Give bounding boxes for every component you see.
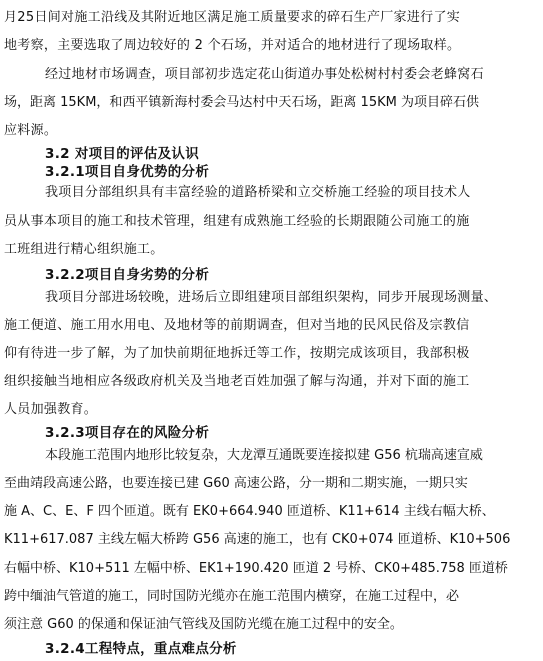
section-heading-3-2-4: 3.2.4工程特点，重点难点分析 (45, 641, 237, 657)
disadvantages-line-4: 组织接触当地相应各级政府机关及当地老百姓加强了解与沟通，并对下面的施工 (4, 374, 470, 389)
section-heading-3-2-3: 3.2.3项目存在的风险分析 (45, 425, 210, 441)
risks-line-4: K11+617.087 主线左幅大桥跨 G56 高速的施工，也有 CK0+074 匝道桥、K10+506 (4, 532, 511, 547)
risks-line-3: 施 A、C、E、F 四个匝道。既有 EK0+664.940 匝道桥、K11+614 主线右幅大桥、 (4, 504, 495, 519)
advantages-line-3: 工班组进行精心组织施工。 (4, 242, 164, 257)
site-visit-line-2: 地考察，主要选取了周边较好的 2 个石场，并对适合的地材进行了现场取样。 (4, 38, 461, 53)
risks-line-7: 须注意 G60 的保通和保证油气管线及国防光缆在施工过程中的安全。 (4, 617, 403, 632)
section-heading-3-2-2: 3.2.2项目自身劣势的分析 (45, 267, 210, 283)
disadvantages-line-2: 施工便道、施工用水用电、及地材等的前期调查，但对当地的民风民俗及宗教信 (4, 318, 470, 333)
advantages-line-2: 员从事本项目的施工和技术管理，组建有成熟施工经验的长期跟随公司施工的施 (4, 214, 470, 229)
disadvantages-line-3: 仰有待进一步了解，为了加快前期征地拆迁等工作，按期完成该项目，我部积极 (4, 346, 470, 361)
quarries-line-1: 经过地材市场调查，项目部初步选定花山街道办事处松树村村委会老蜂窝石 (45, 67, 484, 82)
risks-line-1: 本段施工范围内地形比较复杂，大龙潭互通既要连接拟建 G56 杭瑞高速宣威 (45, 448, 483, 463)
risks-line-5: 右幅中桥、K10+511 左幅中桥、EK1+190.420 匝道 2 号桥、CK0+485.758 匝道桥 (4, 561, 508, 576)
disadvantages-line-5: 人员加强教育。 (4, 402, 98, 417)
quarries-line-2: 场，距离 15KM，和西平镇新海村委会马达村中天石场，距离 15KM 为项目碎石供 (4, 95, 479, 110)
risks-line-2: 至曲靖段高速公路，也要连接已建 G60 高速公路，分一期和二期实施，一期只实 (4, 476, 468, 491)
section-heading-3-2: 3.2 对项目的评估及认识 (45, 146, 200, 162)
disadvantages-line-1: 我项目分部进场较晚，进场后立即组建项目部组织架构，同步开展现场测量、 (45, 290, 498, 305)
quarries-line-3: 应料源。 (4, 123, 58, 138)
advantages-line-1: 我项目分部组织具有丰富经验的道路桥梁和立交桥施工经验的项目技术人 (45, 185, 471, 200)
risks-line-6: 跨中缅油气管道的施工，同时国防光缆亦在施工范围内横穿，在施工过程中，必 (4, 589, 460, 604)
site-visit-line-1: 月25日间对施工沿线及其附近地区满足施工质量要求的碎石生产厂家进行了实 (4, 10, 461, 25)
section-heading-3-2-1: 3.2.1项目自身优势的分析 (45, 164, 210, 180)
